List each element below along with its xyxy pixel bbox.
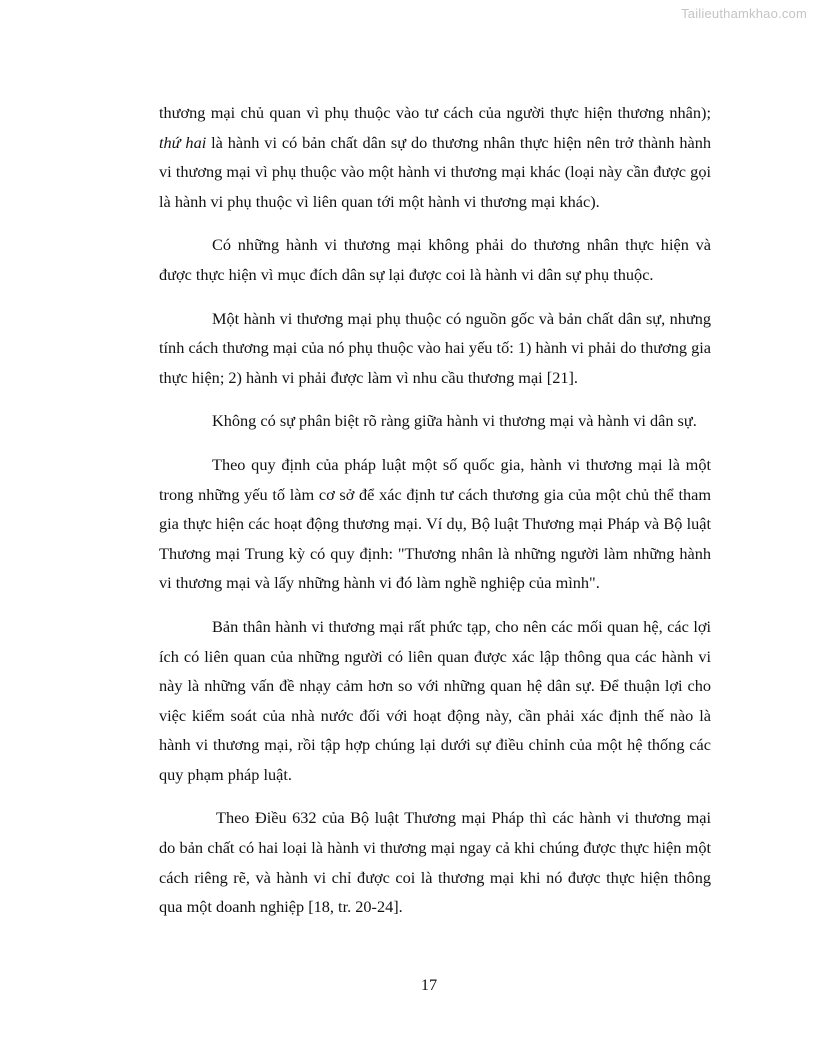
paragraph-1-text-b: là hành vi có bản chất dân sự do thương nhân thực hiện nên trở thành hành vi thương mại vì phụ thuộc vào một hành vi thương mại khác (loại này cần được gọi là hành vi phụ thuộc vì liên quan tới một hành vi thương mại khác). [159,132,712,211]
paragraph-2: Có những hành vi thương mại không phải do thương nhân thực hiện và được thực hiện vì mục đích dân sự lại được coi là hành vi dân sự phụ thuộc. [159,235,711,284]
watermark-text: Tailieuthamkhao.com [681,6,807,21]
paragraph-5: Theo quy định của pháp luật một số quốc gia, hành vi thương mại là một trong những yếu tố làm cơ sở để xác định tư cách thương gia của một chủ thể tham gia thực hiện các hoạt động thương mại. Ví dụ, Bộ luật Thương mại Pháp và Bộ luật Thương mại Trung kỳ có quy định: "Thương nhân là những người làm những hành vi thương mại và lấy những hành vi đó làm nghề nghiệp của mình". [159,454,711,593]
paragraph-7: Theo Điều 632 của Bộ luật Thương mại Pháp thì các hành vi thương mại do bản chất có hai loại là hành vi thương mại ngay cả khi chúng được thực hiện một cách riêng rẽ, và hành vi chỉ được coi là thương mại khi nó được thực hiện thông qua một doanh nghiệp [18, tr. 20-24]. [159,808,711,917]
page-number: 17 [420,975,438,994]
paragraph-3: Một hành vi thương mại phụ thuộc có nguồn gốc và bản chất dân sự, nhưng tính cách thương mại của nó phụ thuộc vào hai yếu tố: 1) hành vi phải do thương gia thực hiện; 2) hành vi phải được làm vì nhu cầu thương mại [21]. [159,308,711,387]
paragraph-1-text-a: thương mại chủ quan vì phụ thuộc vào tư cách của người thực hiện thương nhân); [159,103,711,122]
paragraph-1 [159,98,711,216]
paragraph-6: Bản thân hành vi thương mại rất phức tạp, cho nên các mối quan hệ, các lợi ích có liên quan của những người có liên quan được xác lập thông qua các hành vi này là những vấn đề nhạy cảm hơn so với những quan hệ dân sự. Để thuận lợi cho việc kiểm soát của nhà nước đối với hoạt động này, cần phải xác định thế nào là hành vi thương mại, rồi tập hợp chúng lại dưới sự điều chỉnh của một hệ thống các quy phạm pháp luật. [159,616,711,784]
paragraph-1-italic: thứ hai [159,132,207,152]
document-body [159,98,711,936]
paragraph-4: Không có sự phân biệt rõ ràng giữa hành vi thương mại và hành vi dân sự. [212,411,697,431]
